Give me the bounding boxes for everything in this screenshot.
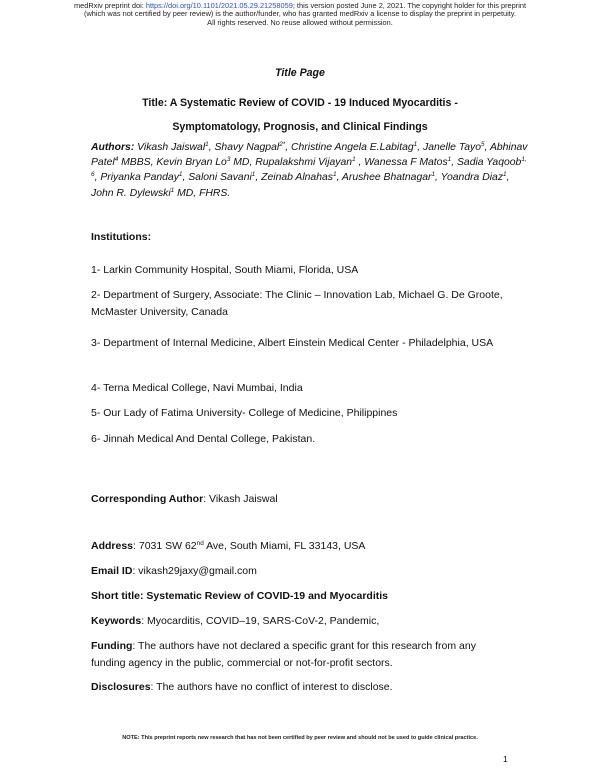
author-name: Zeinab Alnahas [261,172,333,184]
address-ordinal: nd [196,540,204,547]
author-name: Saloni Savani [188,172,252,184]
preprint-header [0,2,600,27]
author-separator: , [208,142,215,153]
institution-3: 3- Department of Internal Medicine, Albert Einstein Medical Center - Philadelphia, USA [91,337,494,349]
author-name: Christine Angela E.Labitag [291,142,414,153]
author-separator: , [255,172,262,184]
email [91,563,511,580]
keywords [91,613,511,630]
author-affiliation: 1, 6 [91,156,527,179]
author-name: Kevin Bryan Lo [156,157,227,169]
author-name: Yoandra Diaz [440,172,504,184]
author-name: Vikash Jaiswal [134,142,206,153]
header-suffix: ; this version posted June 2, 2021. The copyright holder for this preprint [292,1,527,10]
funding-label: Funding [91,640,133,652]
author-name: Rupalakshmi Vijayan [255,157,353,169]
institutions-heading: Institutions: [91,231,152,243]
disclosures-value: : The authors have no conflict of interest to disclose. [150,681,393,693]
short-title-label: Short title: [91,590,147,602]
author-affiliation: 5 [480,141,485,148]
funding [91,638,511,671]
author-separator: MD, [230,157,256,169]
authors-label: Authors: [91,142,135,153]
corresponding-author [91,491,511,508]
author-separator: , [336,172,342,184]
address-value-end: Ave, South Miami, FL 33143, USA [203,540,366,552]
title-page-heading: Title Page [275,67,325,79]
paper-title-line-2: Symptomatology, Prognosis, and Clinical Findings [172,121,428,133]
author-separator: , [435,172,441,184]
peer-review-note: NOTE: This preprint reports new research that has not been certified by peer review and should not be used to guide clinical practice. [122,735,478,741]
author-affiliation: 4 [114,156,119,164]
funding-value: : The authors have not declared a specific grant for this research from any funding agency in the public, commercial or not-for-profit sectors. [91,640,476,669]
author-affiliation: 1 [413,141,418,148]
author-separator: , [285,142,292,153]
address-value-start: : 7031 SW 62 [133,540,197,552]
author-name: Priyanka Panday [100,172,179,184]
author-separator: , [94,172,101,184]
disclosures-label: Disclosures [91,681,151,693]
address [91,538,511,555]
author-name: Abhinav Patel [91,142,528,169]
corresponding-value: : Vikash Jaiswal [203,493,278,505]
corresponding-label: Corresponding Author [91,493,204,505]
author-separator: , [484,142,490,153]
short-title [91,588,511,605]
keywords-value: : Myocarditis, COVID–19, SARS-CoV-2, Pandemic, [141,615,380,627]
institution-1: 1- Larkin Community Hospital, South Miami, Florida, USA [91,264,359,276]
address-label: Address [91,540,134,552]
email-label: Email ID [91,565,133,577]
author-affiliation: 1 [178,171,183,179]
paper-title-line-1: Title: A Systematic Review of COVID - 19 Induced Myocarditis - [142,97,458,109]
email-value: : vikash29jaxy@gmail.com [132,565,257,577]
author-affiliation: 1 [332,171,337,179]
disclosures [91,679,511,696]
header-prefix: medRxiv preprint doi: [73,1,146,10]
header-line-2: (which was not certified by peer review) is the author/funder, who has granted medRxiv a license to display the preprint in perpetuity. [83,9,517,19]
author-name: Shavy Nagpal [214,142,280,153]
author-affiliation: 1 [205,141,209,148]
author-name: Janelle Tayo [423,142,481,153]
author-affiliation: 1 [251,171,256,179]
keywords-label: Keywords [91,615,142,627]
author-list [91,140,531,201]
author-affiliation: 1 [503,171,507,179]
institution-4: 4- Terna Medical College, Navi Mumbai, India [91,382,303,394]
author-affiliation: 3 [226,156,231,164]
author-name: Wanessa F Matos [364,157,448,169]
author-affiliation: 1 [352,156,356,164]
header-line-3: All rights reserved. No reuse allowed without permission. [207,17,393,27]
institution-6: 6- Jinnah Medical And Dental College, Pakistan. [91,433,316,445]
author-affiliation: 2* [279,141,286,148]
author-name: Arushee Bhatnagar [341,172,432,184]
author-name: Sadia Yaqoob [457,157,522,169]
page-number: 1 [503,754,508,764]
author-separator: , [355,157,365,169]
institution-2: 2- Department of Surgery, Associate: The Clinic – Innovation Lab, Michael G. De Groote, McMaster University, Canada [91,289,503,318]
author-separator: , [417,142,424,153]
author-separator: , [182,172,189,184]
author-affiliation: 1 [170,186,175,194]
author-separator: MD, FHRS. [174,187,231,199]
doi-link[interactable]: https://doi.org/10.1101/2021.05.29.21258059 [145,1,293,10]
author-separator: MBBS, [118,157,157,169]
institution-5: 5- Our Lady of Fatima University- College of Medicine, Philippines [91,407,398,419]
author-affiliation: 1 [447,156,452,164]
author-separator: , [451,157,457,169]
short-title-value: Systematic Review of COVID-19 and Myocarditis [146,590,388,602]
author-separator: , [506,172,510,184]
author-affiliation: 1 [431,171,436,179]
author-name: John R. Dylewski [91,187,171,199]
